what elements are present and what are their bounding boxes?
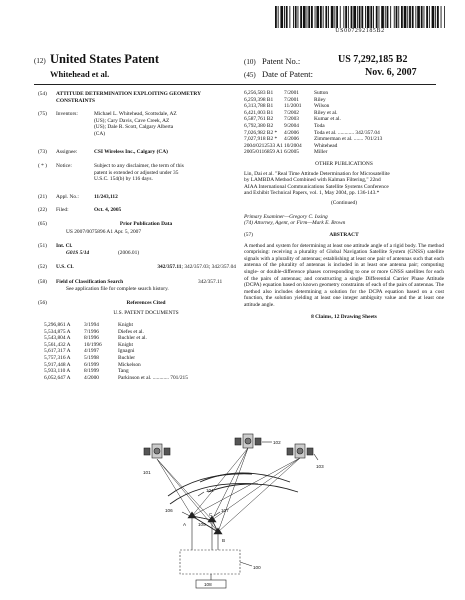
figure-label: A — [183, 522, 187, 527]
satellite-icon — [287, 444, 313, 458]
reference-row: 5,543,804 A 8/1996 Buchler et al. — [44, 335, 147, 342]
barcode-bar — [311, 6, 313, 28]
barcode-bar — [444, 6, 445, 28]
barcode-bar — [298, 6, 299, 28]
header-code-12: (12) — [34, 57, 46, 65]
barcode-bar — [441, 6, 442, 28]
figure-label: C — [209, 512, 213, 517]
search-value: 342/357.11 — [198, 279, 223, 285]
barcode-bar — [435, 6, 436, 28]
receiver-system-box — [180, 550, 240, 574]
date-of-patent-label: Date of Patent: — [262, 69, 313, 79]
barcode-bar — [300, 6, 302, 28]
barcode-bar — [316, 6, 319, 28]
satellite-icon — [144, 444, 170, 458]
barcode-bar — [385, 6, 386, 28]
inventor-line: Whitehead et al. — [50, 69, 110, 79]
right-column — [244, 90, 444, 320]
barcode-bar — [320, 6, 322, 28]
reference-row: 5,617,317 A 4/1997 Ignagni — [44, 348, 135, 355]
reference-row: 2004/0212533 A1 10/2004 Whitehead — [244, 142, 338, 149]
barcode-bar — [357, 6, 358, 28]
barcode-bar — [325, 6, 327, 28]
barcode-bar — [328, 6, 329, 28]
us-refs-list — [44, 322, 244, 381]
barcode-bar — [295, 6, 297, 28]
barcode-bar — [415, 6, 416, 28]
int-cl-year: (2006.01) — [118, 250, 140, 256]
patent-title: United States Patent — [50, 52, 160, 66]
patent-page: US007292185B2 (12) United States Patent Whitehead et al. (10) Patent No.: US 7,292,185 B2 (45) Date of Patent: Nov. 6, 2007 (54) ATTITUDE DETERMINATION EXPLOITING GEOMETRY CONSTRAINTS (75) Inventors: Michael L. Whitehead, Scottsdale, AZ (US); Cary Davis, Cave Creek, AZ (US); Dale R. Scott, Calgary Alberta (CA) (73) Assignee: CSI Wireless Inc., Calgary (CA) ( * ) Notice: Subject to any disclaimer, the term of this patent is extended or adjusted under 35 U.S.C. 154(b) by 116 days. (21) Appl. No.: 11/243,112 (22) Filed: Oct. 4, 2005 (65) Prior Publication Data US 2007/0075896 A1 Apr. 5, 2007 (51) Int. Cl. G01S 5/14 (2006.01) (52) U.S. Cl. 342/357.11; 342/357.03; 342/357.04 (58) Field of Classification Search 342/357.11 See application file for complete search history. (56) References Cited U.S. PATENT DOCUMENTS 5,296,861 A 3/1994 Knight 5,534,875 A 7/1996 Diefes et al. 5,543,804 A 8/1996 Buchler et al. 5,561,432 A 10/1996 Knight 5,617,317 A 4/1997 Ignagni 5,757,316 A 5/1998 Buchler 5,917,448 A 6/1999 Mickelson 5,933,110 A 8/1999 Tang 6,052,647 A 4/2000 Parkinson et al. ............ 701/215 6,256,583 B1 7/2001 Sutton 6,259,398 B1 7/2001 Riley 6,313,788 B1 11/2001 Wilson 6,421,003 B1 7/2002 Riley et al. 6,587,761 B2 7/2003 Kumar et al. 6,792,380 B2 9/2004 Toda 7,026,982 B2 * 4/2006 Toda et al. ............ 342/357.04 7,027,918 B2 * 4/2006 Zimmerman et al. ....... 701/213 2004/0212533 A1 10/2004 Whitehead 2005/0116859 A1 6/2005 Miller OTHER PUBLICATIONS Lin, Dai et al. "Real Time Attitude Determination for Microsatellite by LAMBDA Method Combined with Kalman Filtering," 22nd AIAA International Communications Satellite Systems Conference and Exhibit Technical Papers, vol. 1, May 2004, pp. 136-143.* (Continued) Primary Examiner—Gregory C. Issing (74) Attorney, Agent, or Firm—Mark E. Brown (57) ABSTRACT A method and system for determining at least one attitude angle of a rigid body. The method comprising: receiving a plurality of Global Navigation Satellite System (GNSS) satellite signals with a plurality of antennas; establishing at least one pair of antennas such that each antenna of the plurality of antennas is included in at least one antenna pair; computing single- or double-difference phases corresponding to one or more GNSS satellites for each of the pairs of antennas; and constructing a single Differential Carrier Phase Attitude (DCPA) equation based on known geometry constraints of each of the pairs of antennas. The method also includes determining a solution for the DCPA equation based on a cost function, the solution yielding at least one integer ambiguity value and the at least one attitude angle. 8 Claims, 12 Drawing Sheets 102 103 104 101 106 107 105 A B C 100 108 — [0, 0, 465, 600]
header-code-10: (10) — [244, 58, 256, 66]
abstract-text: A method and system for determining at least one attitude angle of a rigid body. The method comprising: receiving a plurality of Global Navigation Satellite System (GNSS) satellite signals with a plurality of antennas; establishing at least one pair of antennas such that each antenna of the plurality of antennas is included in at least one antenna pair; computing single- or double-difference phases corresponding to one or more GNSS satellites for each of the pairs of antennas; and constructing a single Differential Carrier Phase Attitude (DCPA) equation based on known geometry constraints of each of the pairs of antennas. The method also includes determining a solution for the DCPA equation based on a cost function, the solution yielding at least one integer ambiguity value and the at least one attitude angle. — [244, 242, 444, 309]
barcode-bar — [409, 6, 411, 28]
claims-summary: 8 Claims, 12 Drawing Sheets — [311, 313, 377, 320]
barcode-bar — [345, 6, 347, 28]
barcode-bar — [307, 6, 308, 28]
inventors-list: Michael L. Whitehead, Scottsdale, AZ (US); Cary Davis, Cave Creek, AZ (US); Dale R. Scott, Calgary Alberta (CA) — [94, 111, 177, 137]
barcode-bar — [308, 6, 310, 28]
patent-number: US 7,292,185 B2 — [338, 54, 408, 65]
barcode-bar — [424, 6, 425, 28]
barcode-bar — [396, 6, 398, 28]
figure-label: 107 — [221, 508, 229, 513]
reference-row: 6,313,788 B1 11/2001 Wilson — [244, 103, 330, 110]
signal-rays — [157, 448, 300, 532]
barcode-bar — [275, 6, 277, 28]
abstract-heading-row: (57) ABSTRACT — [244, 232, 444, 240]
reference-row: 6,587,761 B2 7/2003 Kumar et al. — [244, 116, 341, 123]
int-cl-value: G01S 5/14 — [66, 250, 90, 256]
reference-row: 7,026,982 B2 * 4/2006 Toda et al. ............ 342/357.04 — [244, 129, 380, 136]
application-number: 11/243,112 — [94, 194, 118, 200]
figure-label: 101 — [143, 470, 151, 475]
barcode-bar — [278, 6, 279, 28]
reference-row: 7,027,918 B2 * 4/2006 Zimmerman et al. ....... 701/213 — [244, 136, 383, 143]
figure-label: 104 — [206, 488, 214, 493]
barcode-bar — [421, 6, 423, 28]
barcode-bar — [289, 6, 290, 28]
barcode-bar — [370, 6, 372, 28]
barcode-bar — [336, 6, 338, 28]
primary-examiner: Primary Examiner—Gregory C. Issing — [244, 213, 328, 220]
barcode-bar — [315, 6, 316, 28]
patent-number-label: Patent No.: — [262, 56, 301, 66]
barcode-bar — [293, 6, 294, 28]
barcode-bar — [303, 6, 306, 28]
other-publications-heading: OTHER PUBLICATIONS — [315, 160, 373, 167]
reference-row: 6,792,380 B2 9/2004 Toda — [244, 122, 325, 129]
figure-label: 105 — [198, 522, 206, 527]
reference-row: 6,421,003 B1 7/2002 Riley et al. — [244, 109, 338, 116]
barcode — [275, 6, 445, 28]
us-cl-value: 342/357.11; 342/357.03; 342/357.04 — [157, 264, 236, 270]
reference-row: 6,052,647 A 4/2000 Parkinson et al. ............ 701/215 — [44, 374, 188, 381]
reference-row: 5,757,316 A 5/1998 Buchler — [44, 354, 136, 361]
barcode-bar — [407, 6, 408, 28]
abstract-heading: ABSTRACT — [329, 231, 359, 238]
barcode-bar — [437, 6, 439, 28]
barcode-bar — [351, 6, 353, 28]
barcode-bar — [426, 6, 428, 28]
references-heading: References Cited — [126, 300, 166, 306]
barcode-bar — [398, 6, 399, 28]
prior-pub-value: US 2007/0075896 A1 Apr. 5, 2007 — [66, 229, 142, 235]
invention-title: ATTITUDE DETERMINATION EXPLOITING GEOMETRY CONSTRAINTS — [56, 91, 201, 104]
other-publications-text: Lin, Dai et al. "Real Time Attitude Determination for Microsatellite by LAMBDA Method Combined with Kalman Filtering," 22nd AIAA International Communications Satellite Systems Conference and Exhibit Technical Papers, vol. 1, May 2004, pp. 136-143.* — [244, 170, 390, 197]
header-rule — [34, 84, 436, 85]
barcode-bar — [353, 6, 356, 28]
barcode-bar — [340, 6, 341, 28]
barcode-bar — [432, 6, 435, 28]
assignee-value: CSI Wireless Inc., Calgary (CA) — [94, 149, 168, 155]
barcode-bar — [381, 6, 384, 28]
figure-label: 102 — [273, 440, 281, 445]
barcode-bar — [331, 6, 334, 28]
reference-row: 5,296,861 A 3/1994 Knight — [44, 322, 133, 328]
reference-row: 5,933,110 A 8/1999 Tang — [44, 368, 129, 375]
barcode-bar — [376, 6, 378, 28]
barcode-bar — [404, 6, 407, 28]
figure-label: 103 — [316, 464, 324, 469]
barcode-number: US007292185B2 — [335, 28, 385, 34]
reference-row: 5,534,875 A 7/1996 Diefes et al. — [44, 328, 144, 335]
figure-label: 108 — [204, 582, 212, 587]
barcode-bar — [361, 6, 363, 28]
representative-drawing — [140, 432, 360, 590]
barcode-bar — [390, 6, 391, 28]
prior-pub-heading: Prior Publication Data — [119, 221, 173, 227]
figure-label: 106 — [165, 508, 173, 513]
reference-row: 5,561,432 A 10/1996 Knight — [44, 341, 133, 348]
right-refs-list — [244, 90, 444, 156]
barcode-bar — [343, 6, 344, 28]
continued-note: (Continued) — [330, 199, 358, 206]
barcode-bar — [280, 6, 283, 28]
barcode-bar — [367, 6, 370, 28]
reference-row: 5,917,448 A 6/1999 Mickelson — [44, 361, 141, 368]
reference-row: 2005/0116859 A1 6/2005 Miller — [244, 149, 328, 156]
attorney: (74) Attorney, Agent, or Firm—Mark E. Brown — [244, 220, 346, 227]
notice-text: Subject to any disclaimer, the term of this patent is extended or adjusted under 35 U.S.C. 154(b) by 116 days. — [94, 163, 184, 183]
figure-label: B — [222, 538, 226, 543]
barcode-bar — [394, 6, 395, 28]
barcode-bar — [323, 6, 324, 28]
barcode-bar — [429, 6, 430, 28]
barcode-bar — [379, 6, 380, 28]
figure-label: 100 — [253, 565, 261, 570]
barcode-bar — [387, 6, 389, 28]
reference-row: 6,256,583 B1 7/2001 Sutton — [244, 90, 329, 96]
us-patent-docs-heading: U.S. PATENT DOCUMENTS — [113, 310, 179, 316]
header-code-45: (45) — [244, 71, 256, 79]
barcode-bar — [286, 6, 288, 28]
search-note: See application file for complete search history. — [66, 286, 169, 292]
barcode-bar — [417, 6, 420, 28]
barcode-bar — [373, 6, 374, 28]
filed-date: Oct. 4, 2005 — [94, 207, 122, 213]
date-of-patent: Nov. 6, 2007 — [365, 67, 417, 78]
barcode-bar — [401, 6, 403, 28]
barcode-bar — [334, 6, 335, 28]
barcode-bar — [348, 6, 349, 28]
satellite-icon — [235, 434, 261, 448]
reference-row: 6,259,398 B1 7/2001 Riley — [244, 96, 326, 103]
barcode-bar — [284, 6, 285, 28]
barcode-bar — [365, 6, 366, 28]
barcode-bar — [359, 6, 361, 28]
barcode-bar — [412, 6, 414, 28]
